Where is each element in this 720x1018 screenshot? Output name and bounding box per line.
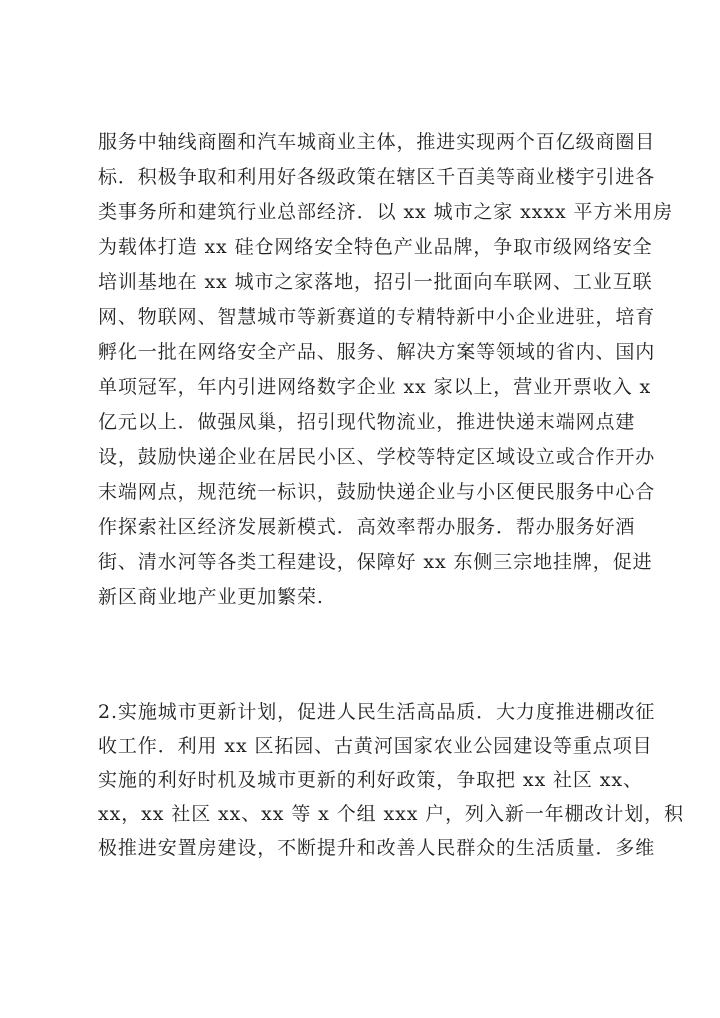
text-line: 单项冠军，年内引进网络数字企业 xx 家以上，营业开票收入 x: [98, 376, 652, 398]
text-line: 收工作．利用 xx 区拓园、古黄河国家农业公园建设等重点项目: [98, 735, 653, 757]
text-line: 末端网点，规范统一标识，鼓励快递企业与小区便民服务中心合: [98, 481, 656, 503]
text-line: 培训基地在 xx 城市之家落地，招引一批面向车联网、工业互联: [98, 271, 653, 293]
text-line: 新区商业地产业更加繁荣.: [98, 586, 324, 608]
text-line: 设，鼓励快递企业在居民小区、学校等特定区域设立或合作开办: [98, 446, 656, 468]
text-line: 极推进安置房建设，不断提升和改善人民群众的生活质量．多维: [98, 837, 656, 859]
text-line: 为载体打造 xx 硅仓网络安全特色产业品牌，争取市级网络安全: [98, 236, 653, 258]
text-line: 服务中轴线商圈和汽车城商业主体，推进实现两个百亿级商圈目: [98, 131, 656, 153]
text-line: xx，xx 社区 xx、xx 等 x 个组 xxx 户，列入新一年棚改计划，积: [98, 803, 684, 825]
text-line: 2.实施城市更新计划，促进人民生活高品质．大力度推进棚改征: [98, 701, 656, 723]
text-line: 作探索社区经济发展新模式．高效率帮办服务．帮办服务好酒: [98, 516, 636, 538]
text-line: 孵化一批在网络安全产品、服务、解决方案等领域的省内、国内: [98, 341, 656, 363]
text-line: 实施的利好时机及城市更新的利好政策，争取把 xx 社区 xx、: [98, 769, 643, 791]
text-line: 标．积极争取和利用好各级政策在辖区千百美等商业楼宇引进各: [98, 166, 656, 188]
text-line: 类事务所和建筑行业总部经济．以 xx 城市之家 xxxx 平方米用房: [98, 201, 674, 223]
text-line: 街、清水河等各类工程建设，保障好 xx 东侧三宗地挂牌，促进: [98, 551, 653, 573]
text-line: 亿元以上．做强凤巢，招引现代物流业，推进快递末端网点建: [98, 411, 636, 433]
text-line: 网、物联网、智慧城市等新赛道的专精特新中小企业进驻，培育: [98, 306, 656, 328]
